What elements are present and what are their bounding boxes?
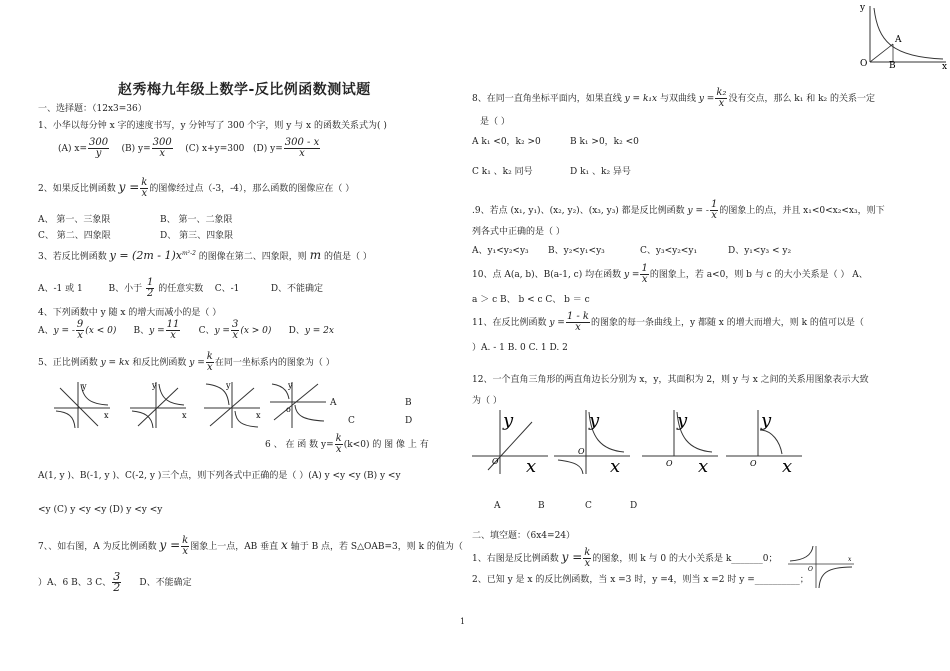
q5-label-d: D (405, 416, 413, 426)
q4-options: A、y = - $\frac{9}{x}$ (x < 0) B、y = $\frac{11}{x}$ C、y = $\frac{3}{x}$ (x > 0) D、y = 2x (38, 319, 334, 341)
page-number: 1 (460, 617, 466, 626)
q12-label-a: A (494, 501, 501, 511)
q2-option-a: A、 第一、三象限 (38, 215, 111, 225)
q5-label-a: A (330, 398, 337, 408)
svg-text:o: o (286, 405, 291, 414)
q5-graph-b (128, 380, 188, 430)
q1-text: 1、小华以每分钟 x 字的速度书写，y 分钟写了 300 个字，则 y 与 x 的函数关系式为( ) (38, 121, 387, 131)
q12-graph-c (640, 406, 720, 476)
section2-heading: 二、填空题：（6x4=24） (472, 531, 576, 541)
q7-line2: ）A、6 B、3 C、 $\frac{3}{2}$ D、不能确定 (38, 570, 192, 594)
q12-label-c: C (585, 501, 592, 511)
q5-graph-a (52, 380, 112, 430)
svg-text:y: y (152, 381, 157, 390)
q10-line1: 10、点 A(a, b)、B(a-1, c) 均在函数 y = $\frac{1}{x}$ 的图象上，若 a<0，则 b 与 c 的大小关系是（ ） A、 (472, 263, 868, 285)
svg-text:x: x (104, 411, 109, 420)
q8-option-b: B k₁ >0，k₂ <0 (570, 137, 639, 147)
fill1-graph (786, 544, 856, 590)
svg-text:x: x (782, 456, 793, 476)
fill1-blank[interactable]: _______ (731, 554, 763, 564)
q8-line1: 8、在同一直角坐标平面内，如果直线 y = k₁x 与双曲线 y = $\frac{\text{k₂}}{x}$ 没有交点，那么 k₁ 和 k₂ 的关系一定 (472, 87, 876, 109)
corner-graph (848, 2, 948, 70)
svg-text:O: O (578, 447, 585, 456)
q12-label-d: D (630, 501, 638, 511)
q2-option-c: C、 第二、四象限 (38, 231, 111, 241)
q5-text: 5、正比例函数 y = kx 和反比例函数 y = $\frac{k}{x}$ 在同一坐标系内的图象为（ ） (38, 351, 335, 373)
svg-text:x: x (698, 456, 709, 476)
q9-option-c: C、y₃<y₂<y₁ (640, 246, 698, 256)
svg-text:y: y (226, 381, 231, 390)
svg-text:O: O (666, 459, 673, 468)
q12-graph-d (724, 406, 804, 476)
svg-text:O: O (808, 566, 813, 573)
q12-line2: 为（ ） (472, 396, 502, 406)
svg-text:x: x (526, 456, 537, 476)
svg-text:x: x (610, 456, 621, 476)
q5-label-c: C (348, 416, 355, 426)
q5-graph-c (202, 380, 262, 430)
q8-option-d: D k₁ 、k₂ 异号 (570, 167, 631, 177)
q9-option-b: B、y₂<y₁<y₃ (548, 246, 605, 256)
q9-option-d: D、y₁<y₃ < y₂ (728, 246, 792, 256)
page-title: 赵秀梅九年级上数学-反比例函数测试题 (118, 82, 371, 98)
svg-text:y: y (503, 410, 514, 431)
q6-line1: 6 、 在 函 数 y= $\frac{k}{x}$ (k<0) 的 图 像 上 有 (265, 433, 429, 455)
svg-text:y: y (761, 410, 772, 431)
q6-line2: A(1, y )、B(-1, y )、C(-2, y )三个点，则下列各式中正确的是（ ）(A) y <y <y (B) y <y (38, 471, 401, 481)
fill2-blank[interactable]: __________ (754, 575, 800, 585)
fill2-text: 2、已知 y 是 x 的反比例函数，当 x =3 时，y =4，则当 x =2 时 y =__________； (472, 575, 809, 585)
q2-option-d: D、 第三、四象限 (160, 231, 234, 241)
svg-text:x: x (256, 411, 261, 420)
q8-option-a: A k₁ <0，k₂ >0 (472, 137, 541, 147)
q12-label-b: B (538, 501, 545, 511)
q5-label-b: B (405, 398, 412, 408)
q2-option-b: B、 第一、二象限 (160, 215, 233, 225)
svg-text:O: O (750, 459, 757, 468)
q3-options: A、-1 或 1 B、小于 $\frac{1}{2}$ 的任意实数 C、-1 D、不能确定 (38, 277, 324, 299)
corner-o-label: O (860, 59, 868, 69)
q10-line2: a ＞ c B、 b < c C、 b ＝ c (472, 295, 590, 305)
q11-line2: ）A. - 1 B. 0 C. 1 D. 2 (472, 343, 568, 353)
section1-heading: 一、选择题：（12x3=36） (38, 104, 147, 114)
svg-text:O: O (492, 457, 499, 466)
corner-y-label: y (860, 3, 866, 13)
q12-line1: 12、一个直角三角形的两直角边长分别为 x，y，其面积为 2，则 y 与 x 之间的关系用图象表示大致 (472, 375, 869, 385)
q2-text: 2、如果反比例函数 y = $\frac{k}{x}$ 的图像经过点（-3，-4），那么函数的图像应在（ ） (38, 177, 355, 199)
corner-b-label: B (889, 61, 896, 70)
svg-text:y: y (677, 410, 688, 431)
q3-text: 3、若反比例函数 $y = (2m - 1)x^{m^2-2}$ 的图像在第二、四象限，则 m 的值是（ ） (38, 248, 372, 262)
svg-text:y: y (288, 381, 293, 390)
q12-graph-b (552, 406, 632, 476)
q8-option-c: C k₁ 、k₂ 同号 (472, 167, 533, 177)
q8-line2: 是（ ） (480, 117, 510, 127)
q11-line1: 11、在反比例函数 y = $\frac{1 - k}{x}$ 的图象的每一条曲线上，y 都随 x 的增大而增大，则 k 的值可以是（ (472, 311, 864, 333)
svg-text:y: y (589, 410, 600, 431)
svg-text:y: y (82, 382, 87, 391)
q9-line2: 列各式中正确的是（ ） (472, 227, 565, 237)
q9-line1: .9、若点 (x₁, y₁)、(x₂, y₂)、(x₃, y₃) 都是反比例函数 y = - $\frac{1}{x}$ 的图象上的点，并且 x₁<0<x₂<x₃，则下 (472, 199, 885, 221)
q12-graph-a (470, 406, 550, 476)
q7-line1: 7、、如右图，A 为反比例函数 y = $\frac{k}{x}$ 图象上一点，AB 垂直 x 轴于 B 点，若 S△OAB=3，则 k 的值为（ (38, 535, 463, 557)
q4-text: 4、下列函数中 y 随 x 的增大而减小的是（ ） (38, 308, 222, 318)
svg-text:x: x (182, 411, 187, 420)
corner-x-label: x (942, 62, 948, 70)
svg-text:x: x (848, 556, 852, 563)
q5-graph-d (268, 380, 328, 430)
corner-a-label: A (895, 35, 902, 45)
q1-options: (A) x= $\frac{300}{y}$ (B) y= $\frac{300}{x}$ (C) x+y=300 (D) y= $\frac{300 - x}{x}$ (58, 137, 320, 159)
q9-option-a: A、y₁<y₂<y₃ (472, 246, 529, 256)
q6-line3: <y (C) y <y <y (D) y <y <y (38, 505, 163, 515)
fill1-text: 1、右图是反比例函数 y = $\frac{k}{x}$ 的图象，则 k 与 0 的大小关系是 k_______0； (472, 547, 778, 569)
